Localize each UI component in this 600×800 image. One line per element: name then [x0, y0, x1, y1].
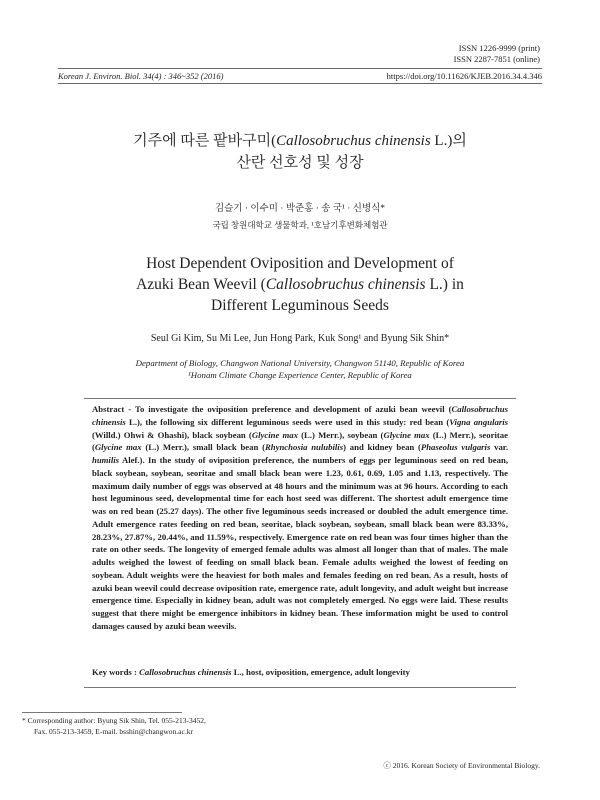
- english-title-line-1: Host Dependent Oviposition and Development of: [146, 255, 454, 272]
- keywords-label: Key words :: [92, 667, 140, 677]
- english-title-species: Callosobruchus chinensis: [265, 276, 426, 293]
- footnote-line-2: Fax. 055-213-3459, E-mail. bsshin@changwon.ac.kr: [34, 726, 193, 736]
- english-authors: Seul Gi Kim, Su Mi Lee, Jun Hong Park, Kuk Song¹ and Byung Sik Shin*: [150, 333, 450, 344]
- korean-title: [0, 130, 600, 174]
- issn-block: [454, 43, 540, 65]
- abstract-species: humilis: [92, 455, 120, 465]
- korean-authors: 김슬기 · 이수미 · 박준홍 · 송 국¹ · 신병식*: [214, 204, 386, 214]
- abstract-segment: var.: [490, 442, 509, 453]
- korean-title-species: Callosobruchus chinensis: [276, 133, 431, 149]
- affiliation-1: Department of Biology, Changwon National University, Changwon 51140, Republic of Korea: [135, 358, 465, 368]
- doi-link[interactable]: https://doi.org/10.11626/KJEB.2016.34.4.346: [386, 71, 542, 81]
- korean-title-line-2: 산란 선호성 및 성장: [236, 155, 364, 171]
- english-title-line-3: Different Leguminous Seeds: [211, 297, 389, 314]
- abstract-segment: Alef.). In the study of oviposition preference, the numbers of eggs per leguminous seed on red bean, black soybean, soybean, seoritae and small black bean were 1.23, 0.61, 0.69, 1.05 and 1.13, respectively. The maximum daily number of eggs was observed at 48 hours and the minimum was at 96 hours. According to each host leguminous seed, developmental time for each host seed was different. The shortest adult emergence time was on red bean (25.27 days). The other five leguminous seeds increased or doubled the adult emergence time. Adult emergence rates feeding on red bean, seoritae, black soybean, soybean, small black bean were 83.33%, 28.23%, 27.87%, 20.44%, and 11.59%, respectively. Emergence rate on red bean was four times higher than the rate on other seeds. The longevity of emerged female adults was almost all longer than that of males. The male adults weighed the lowest of feeding on small black bean. Female adults weighed the lowest of feeding on soybean. Adult weights were the heaviest for both males and females feeding on red bean. As a result, hosts of azuki bean weevil could decrease oviposition rate, emergence rate, adult longevity, and adult weight but increase emergence time. Especially in kidney bean, adult was not completely emerged. No eggs were laid. These results suggest that there might be emergence inhibitors in kidney bean. These imformation might be used to control damages caused by azuki bean weevils.: [92, 455, 508, 631]
- footnote-divider: [22, 712, 182, 713]
- abstract-segment: (L.) Merr.), small black bean (: [141, 442, 265, 453]
- corresponding-author-footnote: [22, 716, 206, 737]
- abstract-segment: (Willd.) Ohwi & Ohashi), black soybean (: [92, 429, 252, 440]
- abstract-species: Callosobruchus chinensis: [92, 404, 508, 427]
- english-title-suffix: L.) in: [425, 276, 464, 293]
- abstract-species: Rhynchosia nulubilis: [264, 442, 344, 453]
- abstract-segment: (L.) Merr.), soybean (: [297, 429, 384, 440]
- abstract-species: Glycine max: [383, 429, 430, 440]
- issn-print: ISSN 1226-9999 (print): [458, 43, 540, 53]
- korean-title-suffix: L.)의: [430, 133, 467, 149]
- abstract-segment: L.), the following six different leguminous seeds were used in this study: red bean (: [125, 416, 450, 427]
- keywords: [92, 667, 508, 677]
- abstract-box: [84, 398, 516, 688]
- korean-title-text: 기주에 따른 팥바구미(: [133, 133, 277, 149]
- keywords-species: Callosobruchus chinensis: [139, 667, 232, 677]
- english-title: [0, 253, 600, 316]
- abstract-species: Phaseolus vulgaris: [420, 442, 491, 453]
- copyright-notice: ⓒ 2016. Korean Society of Environmental Biology.: [383, 761, 540, 770]
- keywords-list: L., host, oviposition, emergence, adult longevity: [231, 667, 410, 677]
- affiliation-2: ¹Honam Climate Change Experience Center, Republic of Korea: [188, 370, 412, 380]
- abstract-segment: ) and kidney bean (: [343, 442, 421, 453]
- english-affiliations: [0, 357, 600, 381]
- abstract-segment: (L.) Merr.), seoritae (: [92, 429, 508, 453]
- korean-affiliation: 국립 창원대학교 생물학과, ¹호남기후변화체험관: [212, 220, 388, 230]
- issn-online: ISSN 2287-7851 (online): [453, 54, 540, 64]
- journal-citation: Korean J. Environ. Biol. 34(4) : 346~352 (2016): [58, 71, 224, 81]
- abstract-segment: - To investigate the oviposition preference and development of azuki bean weevil (: [124, 404, 452, 414]
- abstract-label: Abstract: [92, 404, 125, 414]
- journal-header-bar: [58, 68, 542, 84]
- english-title-line-2: [0, 274, 600, 295]
- korean-title-line-1: [0, 130, 600, 152]
- footnote-line-1: * Corresponding author: Byung Sik Shin, Tel. 055-213-3452,: [22, 716, 206, 725]
- english-title-text: Azuki Bean Weevil (: [136, 276, 266, 293]
- abstract-text: [92, 403, 508, 633]
- abstract-species: Vigna angularis: [449, 416, 509, 427]
- abstract-species: Glycine max: [251, 429, 298, 440]
- abstract-species: Glycine max: [94, 442, 142, 453]
